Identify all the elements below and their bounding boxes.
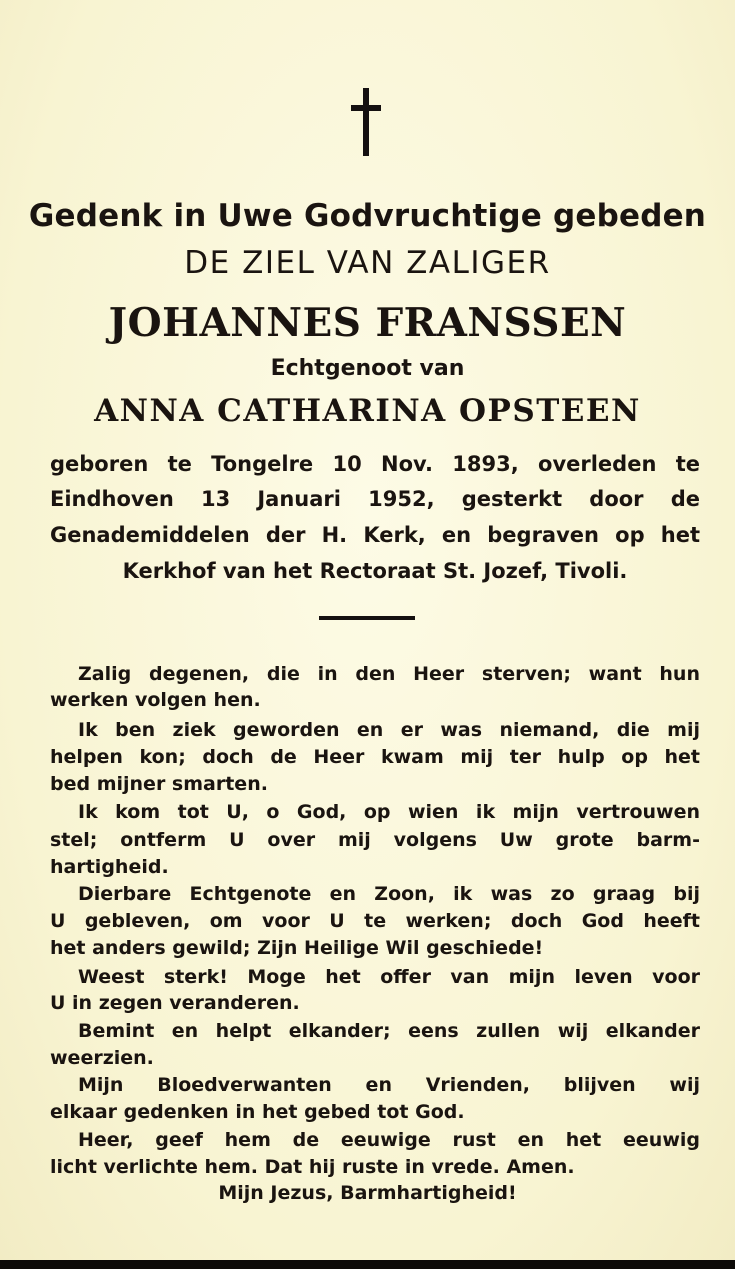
- closing-line: Mijn Jezus, Barmhartigheid!: [218, 1182, 517, 1204]
- prayer-line: weerzien.: [50, 1047, 154, 1069]
- prayer-line: Weest sterk! Moge het offer van mijn leven voor: [78, 966, 700, 988]
- prayer-line: U in zegen veranderen.: [50, 992, 300, 1014]
- prayer-line: Mijn Bloedverwanten en Vrienden, blijven wij: [78, 1074, 700, 1096]
- prayer-line: Ik ben ziek geworden en er was niemand, die mij: [78, 719, 700, 741]
- prayer-line: Zalig degenen, die in den Heer sterven; want hun: [78, 663, 700, 685]
- prayer-line: stel; ontferm U over mij volgens Uw grote barm-: [50, 829, 700, 851]
- soul-line: DE ZIEL VAN ZALIGER: [184, 245, 551, 281]
- bio-line: Genademiddelen der H. Kerk, en begraven op het: [50, 523, 700, 547]
- deceased-name: JOHANNES FRANSSEN: [108, 300, 627, 346]
- prayer-line: U gebleven, om voor U te werken; doch God heeft: [50, 910, 700, 932]
- card-bottom-edge: [0, 1260, 735, 1269]
- prayer-line: bed mijner smarten.: [50, 773, 268, 795]
- bio-line: Eindhoven 13 Januari 1952, gesterkt door de: [50, 487, 700, 511]
- prayer-line: helpen kon; doch de Heer kwam mij ter hulp op het: [50, 746, 700, 768]
- relation-line: Echtgenoot van: [270, 356, 465, 381]
- divider-rule: [319, 616, 415, 620]
- cross-icon: [351, 88, 381, 156]
- prayer-line: werken volgen hen.: [50, 689, 261, 711]
- bio-line: Kerkhof van het Rectoraat St. Jozef, Tivoli.: [122, 559, 628, 583]
- prayer-line: Ik kom tot U, o God, op wien ik mijn vertrouwen: [78, 801, 700, 823]
- prayer-line: licht verlichte hem. Dat hij ruste in vrede. Amen.: [50, 1156, 575, 1178]
- prayer-line: Dierbare Echtgenote en Zoon, ik was zo graag bij: [78, 883, 700, 905]
- bio-line: geboren te Tongelre 10 Nov. 1893, overleden te: [50, 452, 700, 476]
- prayer-line: Bemint en helpt elkander; eens zullen wij elkander: [78, 1020, 700, 1042]
- spouse-name: ANNA CATHARINA OPSTEEN: [94, 393, 641, 429]
- prayer-line: het anders gewild; Zijn Heilige Wil geschiede!: [50, 937, 544, 959]
- prayer-line: hartigheid.: [50, 856, 169, 878]
- prayer-line: elkaar gedenken in het gebed tot God.: [50, 1101, 465, 1123]
- prayer-line: Heer, geef hem de eeuwige rust en het eeuwig: [78, 1129, 700, 1151]
- intro-line: Gedenk in Uwe Godvruchtige gebeden: [28, 198, 707, 234]
